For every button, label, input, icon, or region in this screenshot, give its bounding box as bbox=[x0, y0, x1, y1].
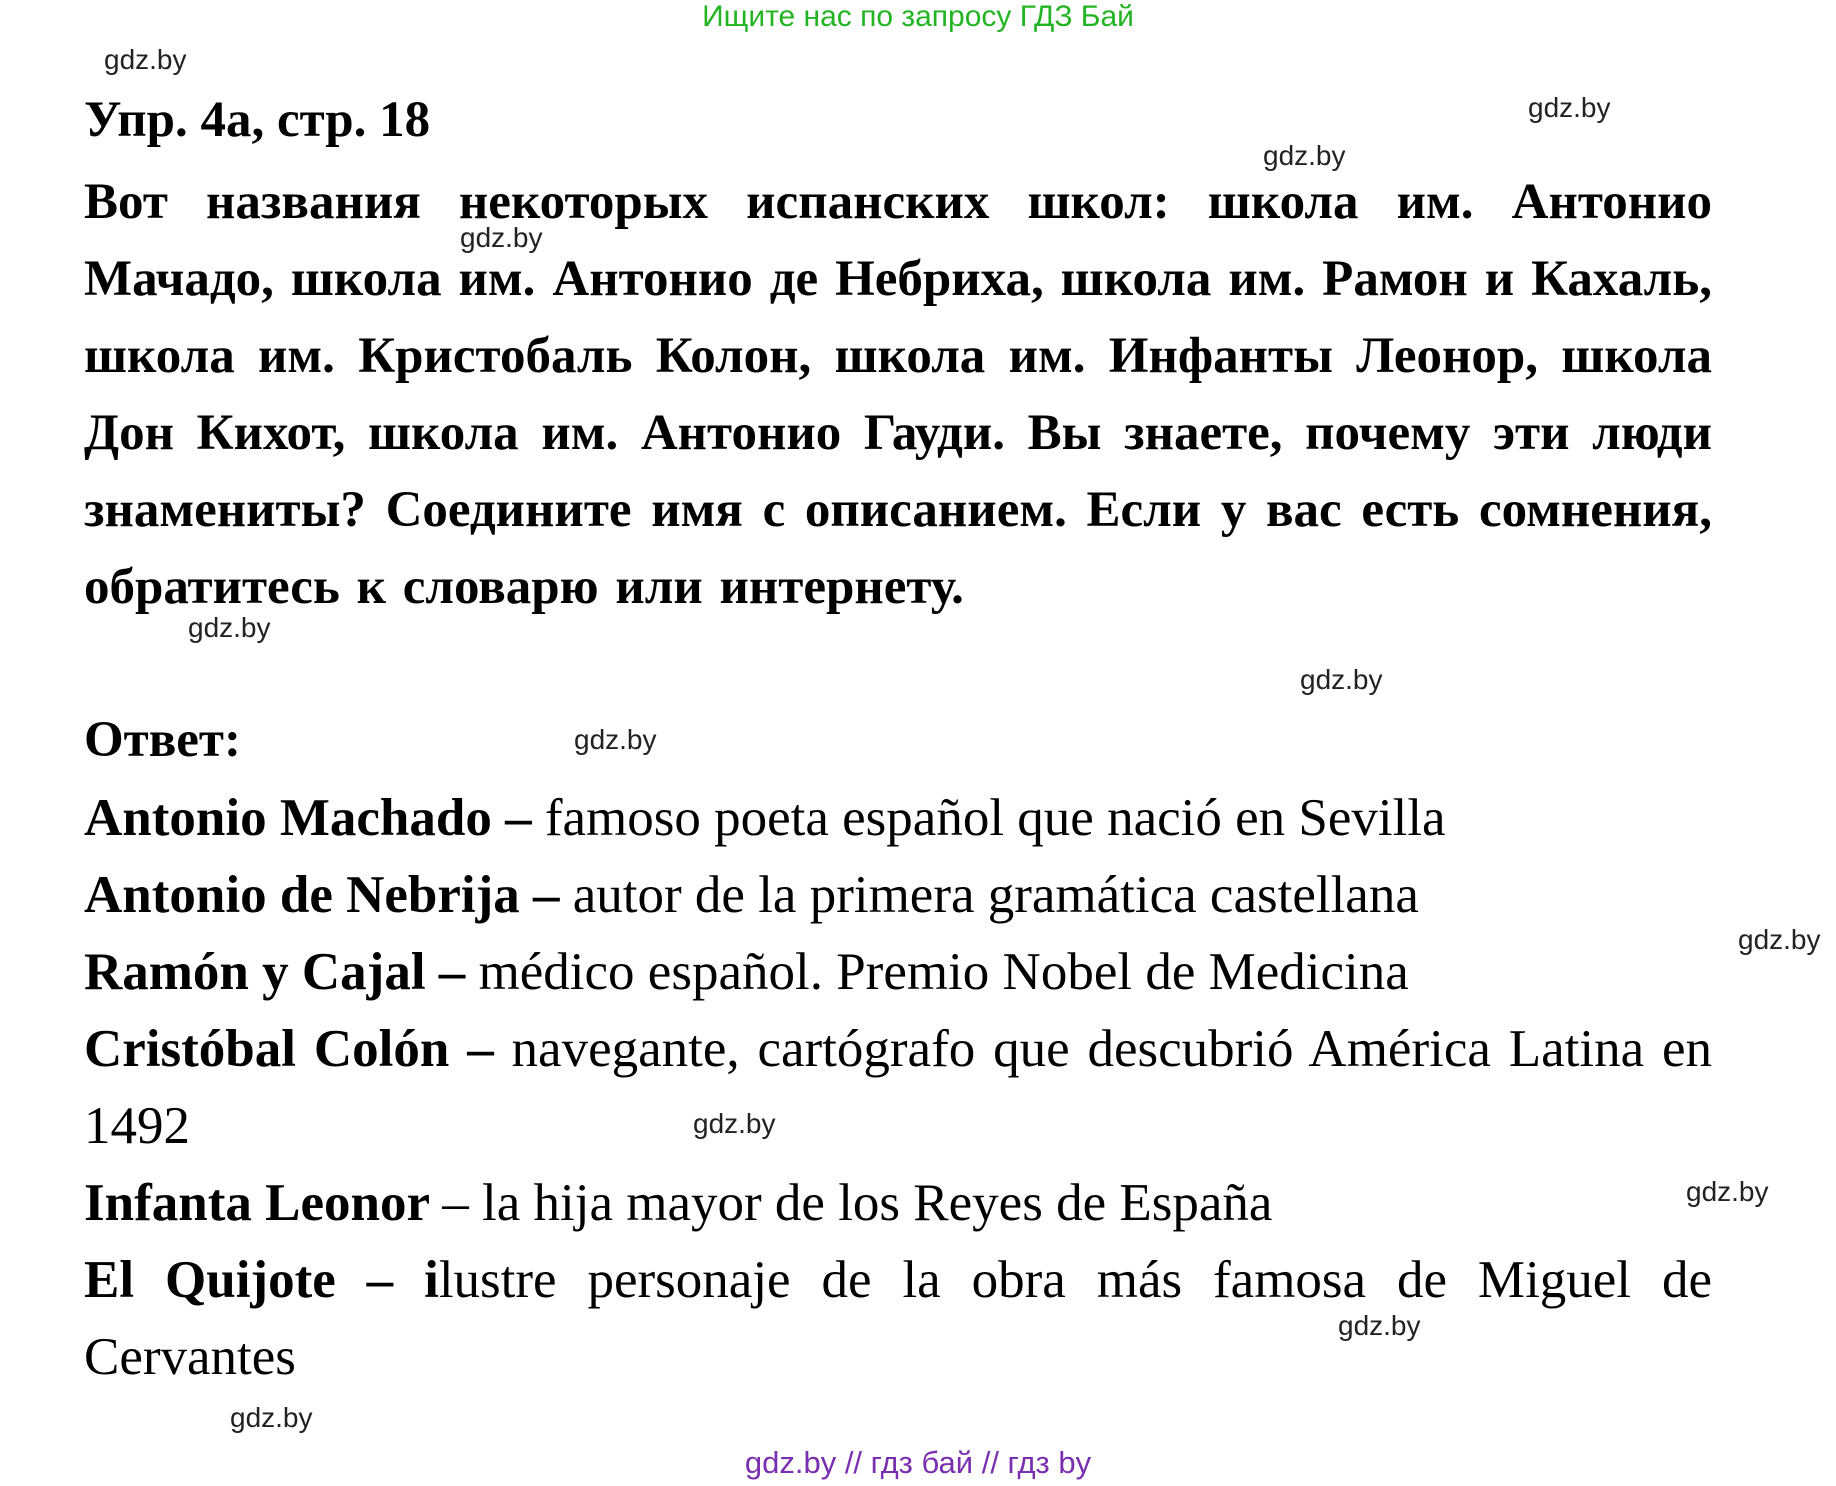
answer-item bbox=[84, 1011, 1712, 1165]
watermark: gdz.by bbox=[1300, 664, 1383, 695]
answer-description: médico español. Premio Nobel de Medicina bbox=[478, 943, 1409, 1001]
watermark: gdz.by bbox=[104, 44, 187, 75]
answer-description: lustre personaje de la obra más famosa de Miguel de Cervantes bbox=[84, 1251, 1712, 1386]
answer-item bbox=[84, 1242, 1712, 1396]
watermark: gdz.by bbox=[1528, 92, 1611, 123]
watermark: gdz.by bbox=[1263, 140, 1346, 171]
answer-description: autor de la primera gramática castellana bbox=[572, 866, 1419, 924]
answer-description: navegante, cartógrafo que descubrió América Latina en 1492 bbox=[84, 1020, 1712, 1155]
answer-name: Infanta Leonor bbox=[84, 1174, 443, 1232]
answer-item bbox=[84, 934, 1712, 1011]
answer-name: El Quijote – i bbox=[84, 1251, 439, 1309]
footer-links: gdz.by // гдз бай // гдз by bbox=[744, 1445, 1092, 1480]
watermark: gdz.by bbox=[460, 222, 543, 253]
answer-name: Antonio Machado – bbox=[84, 789, 545, 847]
answer-label: Ответ: bbox=[84, 712, 241, 768]
watermark: gdz.by bbox=[188, 612, 271, 643]
watermark: gdz.by bbox=[693, 1108, 776, 1139]
watermark: gdz.by bbox=[574, 724, 657, 755]
watermark: gdz.by bbox=[1338, 1310, 1421, 1341]
answer-item bbox=[84, 780, 1712, 857]
watermark: gdz.by bbox=[1738, 924, 1821, 955]
watermark: gdz.by bbox=[230, 1402, 313, 1433]
answer-item bbox=[84, 857, 1712, 934]
answer-description: famoso poeta español que nació en Sevilla bbox=[544, 789, 1446, 847]
search-banner: Ищите нас по запросу ГДЗ Бай bbox=[702, 0, 1134, 33]
answer-description: – la hija mayor de los Reyes de España bbox=[442, 1174, 1273, 1232]
watermark: gdz.by bbox=[1686, 1176, 1769, 1207]
answer-name: Antonio de Nebrija – bbox=[84, 866, 573, 924]
answer-list bbox=[84, 780, 1712, 1396]
task-text: Вот названия некоторых испанских школ: школа им. Антонио Мачадо, школа им. Антонио де Небриха, школа им. Рамон и Кахаль, школа им. Кристобаль Колон, школа им. Инфанты Леонор, школа Дон Кихот, школа им. Антонио Гауди. Вы знаете, почему эти люди знамениты? Соедините имя с описанием. Если у вас есть сомнения, обратитесь к словарю или интернету. bbox=[84, 174, 1712, 615]
answer-name: Ramón y Cajal – bbox=[84, 943, 479, 1001]
exercise-title: Упр. 4а, стр. 18 bbox=[84, 92, 431, 148]
answer-name: Cristóbal Colón – bbox=[84, 1020, 512, 1078]
answer-item bbox=[84, 1165, 1712, 1242]
